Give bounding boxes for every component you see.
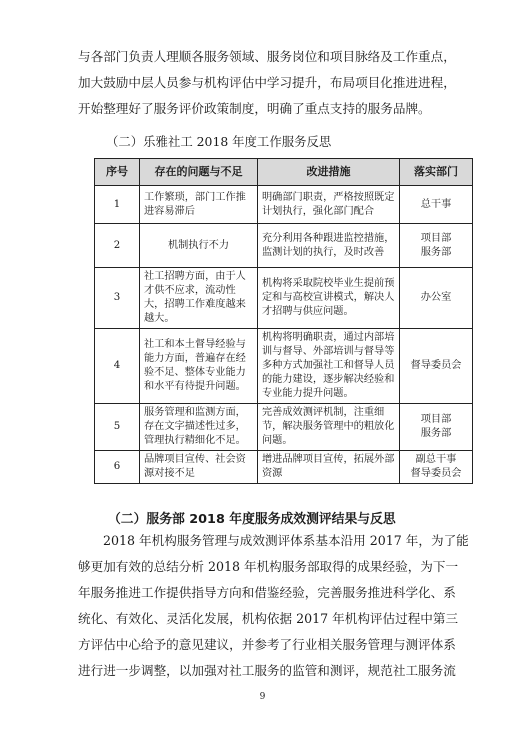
row-issue: 机制执行不力 [140,224,258,268]
table-row [95,186,473,224]
table-row [95,329,473,404]
header-measure: 改进措施 [258,159,400,186]
paragraph-line: 够更加有效的总结分析 2018 年机构服务部取得的成果经验，为下一 [78,559,459,574]
paragraph-line: 方评估中心给予的意见建议，并参考了行业相关服务管理与测评体系 [78,637,456,652]
paragraph-line: 开始整理好了服务评价政策制度，明确了重点支持的服务品牌。 [78,101,431,116]
paragraph-line: 进行进一步调整，以加强对社工服务的监管和测评，规范社工服务流 [78,663,456,678]
row-dept: 总干事 [400,186,473,224]
bottom-paragraph [78,528,469,684]
row-dept: 副总干事 督导委员会 [400,451,473,484]
paragraph-line: 2018 年机构服务管理与成效测评体系基本沿用 2017 年，为了能 [103,533,469,548]
row-dept: 督导委员会 [400,329,473,404]
row-issue: 社工和本土督导经验与能力方面，普遍存在经验不足、整体专业能力和水平有待提升问题。 [140,329,258,404]
table-caption: （二）乐雅社工 2018 年度工作服务反思 [106,134,332,149]
header-serial: 序号 [95,159,140,186]
row-serial: 3 [95,268,140,329]
section-heading: （二）服务部 2018 年度服务成效测评结果与反思 [108,512,396,527]
row-dept: 项目部 服务部 [400,224,473,268]
row-dept: 项目部 服务部 [400,404,473,451]
header-dept: 落实部门 [400,159,473,186]
table-row [95,451,473,484]
header-issue: 存在的问题与不足 [140,159,258,186]
top-paragraph [78,44,456,122]
table-row [95,404,473,451]
row-serial: 1 [95,186,140,224]
row-serial: 6 [95,451,140,484]
table-row [95,224,473,268]
row-measure: 机构将明确职责，通过内部培训与督导、外部培训与督导等多种方式加强社工和督导人员的能力建设，逐步解决经验和专业能力提升问题。 [258,329,400,404]
row-dept: 办公室 [400,268,473,329]
paragraph-line: 统化、有效化、灵活化发展，机构依据 2017 年机构评估过程中第三 [78,611,459,626]
row-serial: 4 [95,329,140,404]
paragraph-line: 年服务推进工作提供指导方向和借鉴经验，完善服务推进科学化、系 [78,585,456,600]
row-measure: 明确部门职责，严格按照既定计划执行，强化部门配合 [258,186,400,224]
row-serial: 5 [95,404,140,451]
row-measure: 增进品牌项目宣传，拓展外部资源 [258,451,400,484]
row-issue: 社工招聘方面，由于人才供不应求，流动性大，招聘工作难度越来越大。 [140,268,258,329]
row-measure: 完善成效测评机制，注重细节，解决服务管理中的粗放化问题。 [258,404,400,451]
table-row [95,268,473,329]
row-measure: 机构将采取院校毕业生提前预定和与高校宣讲模式，解决人才招聘与供应问题。 [258,268,400,329]
paragraph-line: 加大鼓励中层人员参与机构评估中学习提升，布局项目化推进进程， [78,75,456,90]
reflection-table [94,158,473,484]
row-issue: 品牌项目宣传、社会资源对接不足 [140,451,258,484]
row-serial: 2 [95,224,140,268]
row-measure: 充分利用各种跟进监控措施，监测计划的执行，及时改善 [258,224,400,268]
row-issue: 服务管理和监测方面，存在文字描述性过多，管理执行精细化不足。 [140,404,258,451]
row-issue: 工作繁琐，部门工作推进容易滞后 [140,186,258,224]
table-header-row [95,159,473,186]
page-number: 9 [259,692,266,702]
paragraph-line: 与各部门负责人理顺各服务领域、服务岗位和项目脉络及工作重点， [78,49,456,64]
